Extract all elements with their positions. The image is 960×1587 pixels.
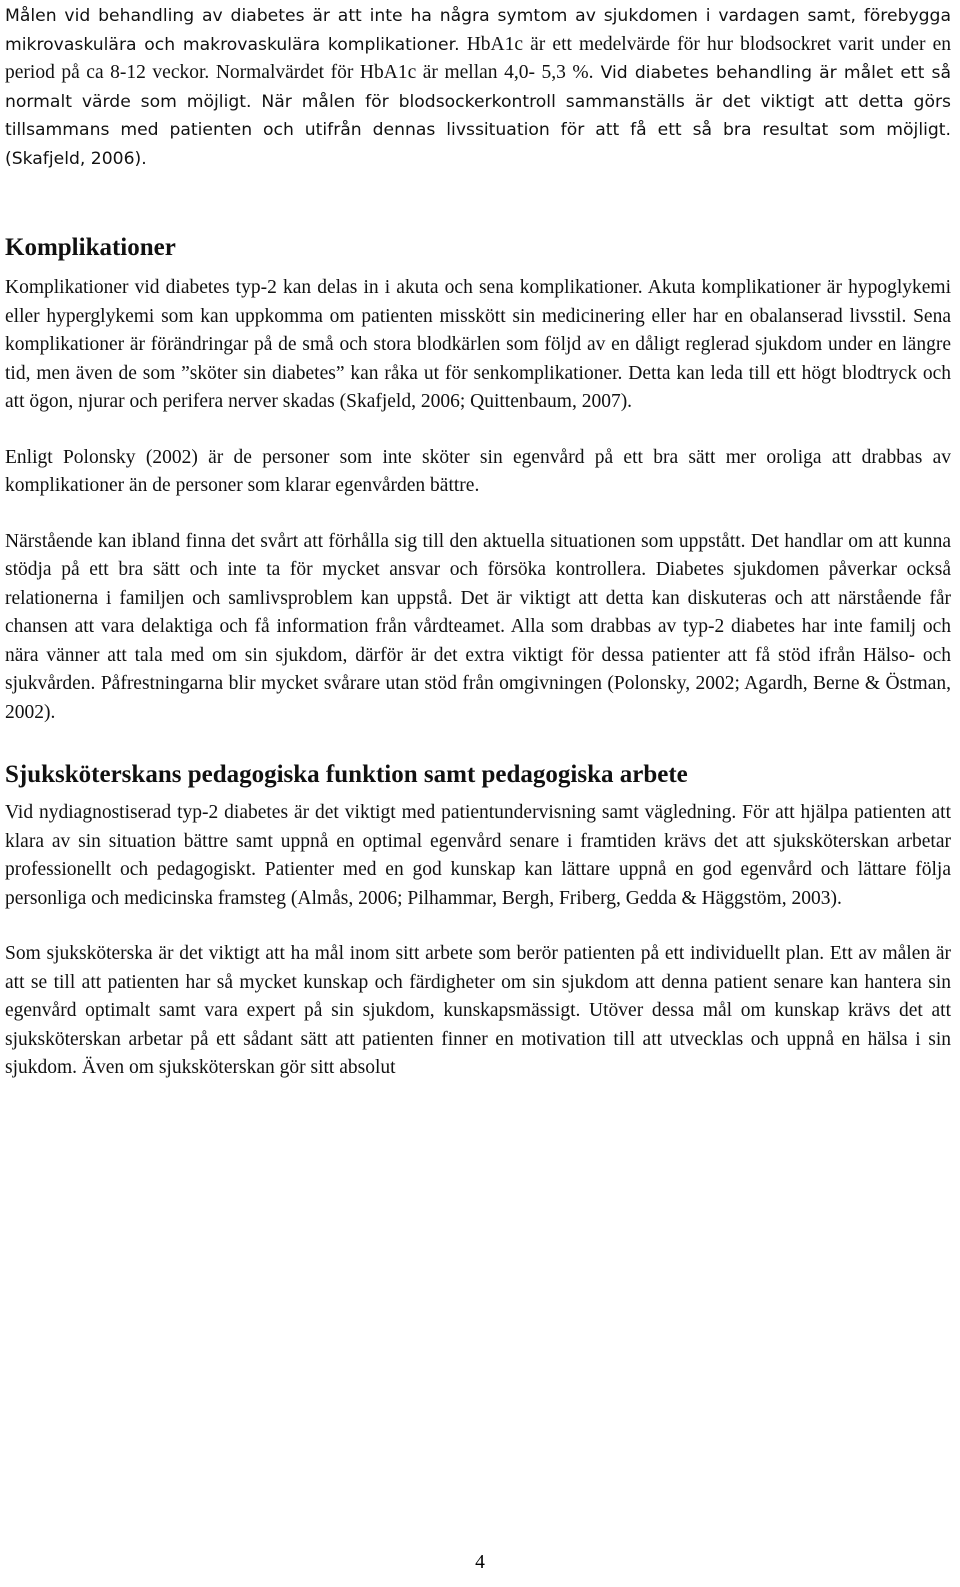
section2-paragraph-2: Som sjuksköterska är det viktigt att ha mål inom sitt arbete som berör patienten på ett individuellt plan. Ett av målen är att se till att patienten har så mycket kunskap och färdigheter om sin sjukdom att denna patient senare kan hantera sin egenvård optimalt samt vara expert på sin sjukdom, kunskapsmässigt. Utöver dessa mål om kunskap krävs det att sjuksköterskan arbetar på ett sådant sätt att patienten finner en motivation till att utvecklas och uppnå en hälsa i sin sjukdom. Även om sjuksköterskan gör sitt absolut — [5, 943, 951, 1078]
intro-sans-text: Målen vid behandling av diabetes är att inte ha några symtom av sjukdomen i vardagen samt, förebygga mikrovaskulära och makrovaskulära komplikationer. — [5, 6, 951, 55]
intro-paragraph — [5, 2, 951, 173]
page-number: 4 — [475, 1552, 485, 1573]
section-heading-komplikationer: Komplikationer — [5, 234, 176, 261]
section1-paragraph-3: Närstående kan ibland finna det svårt att förhålla sig till den aktuella situationen som uppstått. Det handlar om att kunna stödja på ett bra sätt och inte ta för mycket ansvar och försöka kontrollera. Diabetes sjukdomen påverkar också relationerna i familjen och samlivsproblem kan uppstå. Det är viktigt att detta kan diskuteras och att närstående får chansen att vara delaktiga och få information från vårdteamet. Alla som drabbas av typ-2 diabetes har inte familj och nära vänner att tala med om sin sjukdom, därför är det extra viktigt för dessa patienter att få stöd ifrån Hälso- och sjukvården. Påfrestningarna blir mycket svårare utan stöd från omgivningen (Polonsky, 2002; Agardh, Berne & Östman, 2002). — [5, 530, 951, 723]
section-heading-pedagogiska: Sjuksköterskans pedagogiska funktion samt pedagogiska arbete — [5, 761, 688, 788]
intro-sans-text-2: Vid diabetes behandling är målet ett så normalt värde som möjligt. När målen för blodsockerkontroll sammanställs är det viktigt att detta görs tillsammans med patienten och utifrån dennas livssituation för att få ett så bra resultat som möjligt. (Skafjeld, 2006). — [5, 63, 952, 169]
section1-paragraph-1: Komplikationer vid diabetes typ-2 kan delas in i akuta och sena komplikationer. Akuta komplikationer är hypoglykemi eller hyperglykemi som kan uppkomma om patienten misskött sin medicinering eller har en obalanserad livsstil. Sena komplikationer är förändringar på de små och stora blodkärlen som följd av en dåligt reglerad sjukdom under en längre tid, men även de som ”sköter sin diabetes” kan råka ut för senkomplikationer. Detta kan leda till ett högt blodtryck och att ögon, njurar och perifera nerver skadas (Skafjeld, 2006; Quittenbaum, 2007). — [5, 277, 951, 412]
intro-serif-text: HbA1c är ett medelvärde för hur blodsockret varit under en period på ca 8-12 veckor. Normalvärdet för HbA1c är mellan 4,0- 5,3 %. — [5, 33, 952, 83]
section1-paragraph-2: Enligt Polonsky (2002) är de personer som inte sköter sin egenvård på ett bra sätt mer oroliga att drabbas av komplikationer än de personer som klarar egenvården bättre. — [5, 446, 951, 496]
section2-paragraph-1: Vid nydiagnostiserad typ-2 diabetes är det viktigt med patientundervisning samt vägledning. För att hjälpa patienten att klara av sin situation bättre samt uppnå en optimal egenvård senare i framtiden krävs det att sjuksköterskan arbetar professionellt och pedagogiskt. Patienter med en god kunskap kan lättare uppnå en god egenvård och lättare följa personliga och medicinska framsteg (Almås, 2006; Pilhammar, Bergh, Friberg, Gedda & Häggstöm, 2003). — [5, 802, 951, 909]
